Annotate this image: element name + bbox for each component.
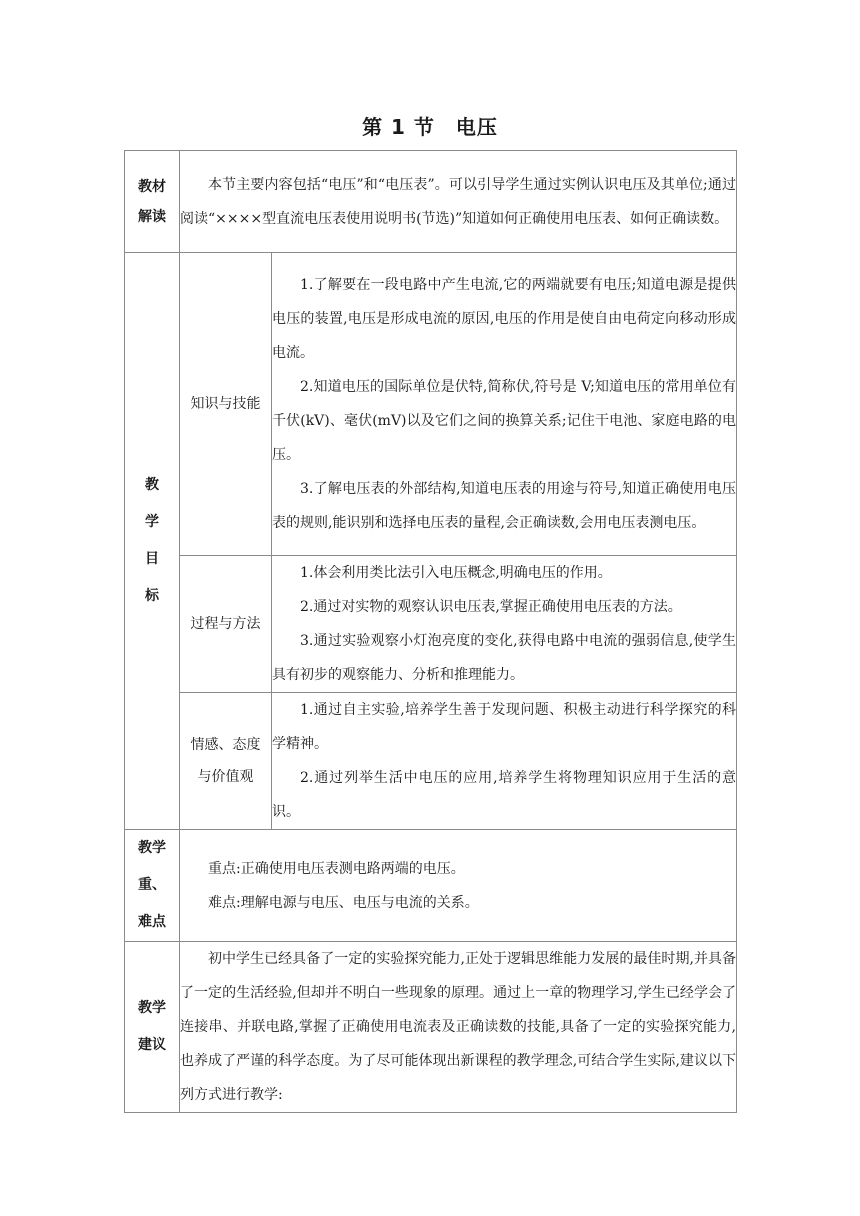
jianyi-text: 初中学生已经具备了一定的实验探究能力,正处于逻辑思维能力发展的最佳时期,并具备了一定的生活经验,但却并不明白一些现象的原理。通过上一章的物理学习,学生已经学会了连接串、并联电路,掌握了正确使用电流表及正确读数的技能,具备了一定的实验探究能力,也养成了严谨的科学态度。为了尽可能体现出新课程的教学理念,可结合学生实际,建议以下列方式进行教学: [180, 951, 737, 1103]
cell-jianyi [180, 942, 737, 1113]
row-jiaocai [125, 151, 737, 253]
row-jianyi [125, 942, 737, 1113]
sublabel-line: 情感、态度 [190, 737, 261, 753]
cell-guocheng [272, 556, 737, 693]
cell-zhishi [272, 253, 737, 556]
label-line: 目 [145, 551, 159, 567]
label-line: 难点 [138, 914, 166, 930]
cell-qinggan [272, 693, 737, 830]
sublabel-line: 知识与技能 [190, 396, 261, 412]
row-guocheng [125, 556, 737, 693]
cell-jiaocai [180, 151, 737, 253]
goal-paragraph: 3.了解电压表的外部结构,知道电压表的用途与符号,知道正确使用电压表的规则,能识别和选择电压表的量程,会正确读数,会用电压表测电压。 [272, 481, 737, 531]
label-jiaocai [125, 151, 180, 253]
goal-paragraph: 2.通过对实物的观察认识电压表,掌握正确使用电压表的方法。 [300, 599, 682, 615]
goal-paragraph: 3.通过实验观察小灯泡亮度的变化,获得电路中电流的强弱信息,使学生具有初步的观察能力、分析和推理能力。 [272, 633, 737, 683]
label-line: 教学 [138, 1000, 166, 1016]
lesson-table [124, 150, 737, 1113]
label-line: 标 [145, 588, 159, 604]
sublabel-guocheng [180, 556, 272, 693]
goal-paragraph: 1.体会利用类比法引入电压概念,明确电压的作用。 [300, 565, 612, 581]
label-line: 学 [145, 514, 159, 530]
label-zhongnandian [125, 830, 180, 942]
goal-paragraph: 1.通过自主实验,培养学生善于发现问题、积极主动进行科学探究的科学精神。 [272, 702, 737, 752]
label-line: 教学 [138, 840, 166, 856]
label-line: 教材 [138, 178, 166, 195]
label-mubiao [125, 253, 180, 830]
goal-paragraph: 2.通过列举生活中电压的应用,培养学生将物理知识应用于生活的意识。 [272, 770, 737, 820]
goal-paragraph: 2.知道电压的国际单位是伏特,简称伏,符号是 V;知道电压的常用单位有千伏(kV)、毫伏(mV)以及它们之间的换算关系;记住干电池、家庭电路的电压。 [272, 379, 737, 463]
sublabel-line: 与价值观 [197, 769, 254, 785]
label-jianyi [125, 942, 180, 1113]
sublabel-line: 过程与方法 [190, 616, 261, 632]
label-line: 解读 [138, 208, 166, 225]
cell-zhongnandian [180, 830, 737, 942]
jiaocai-text: 本节主要内容包括“电压”和“电压表”。可以引导学生通过实例认识电压及其单位;通过阅读“××××型直流电压表使用说明书(节选)”知道如何正确使用电压表、如何正确读数。 [180, 176, 737, 227]
label-line: 建议 [138, 1037, 166, 1053]
keypoint-paragraph: 重点:正确使用电压表测电路两端的电压。 [208, 860, 465, 877]
row-qinggan [125, 693, 737, 830]
sublabel-zhishi [180, 253, 272, 556]
keypoint-paragraph: 难点:理解电源与电压、电压与电流的关系。 [208, 894, 479, 911]
row-zhongnandian [125, 830, 737, 942]
label-line: 教 [145, 477, 159, 493]
page-title: 第 1 节 电压 [362, 115, 498, 139]
label-line: 重、 [138, 877, 166, 893]
row-zhishi [125, 253, 737, 556]
goal-paragraph: 1.了解要在一段电路中产生电流,它的两端就要有电压;知道电源是提供电压的装置,电压是形成电流的原因,电压的作用是使自由电荷定向移动形成电流。 [272, 277, 737, 361]
sublabel-qinggan [180, 693, 272, 830]
